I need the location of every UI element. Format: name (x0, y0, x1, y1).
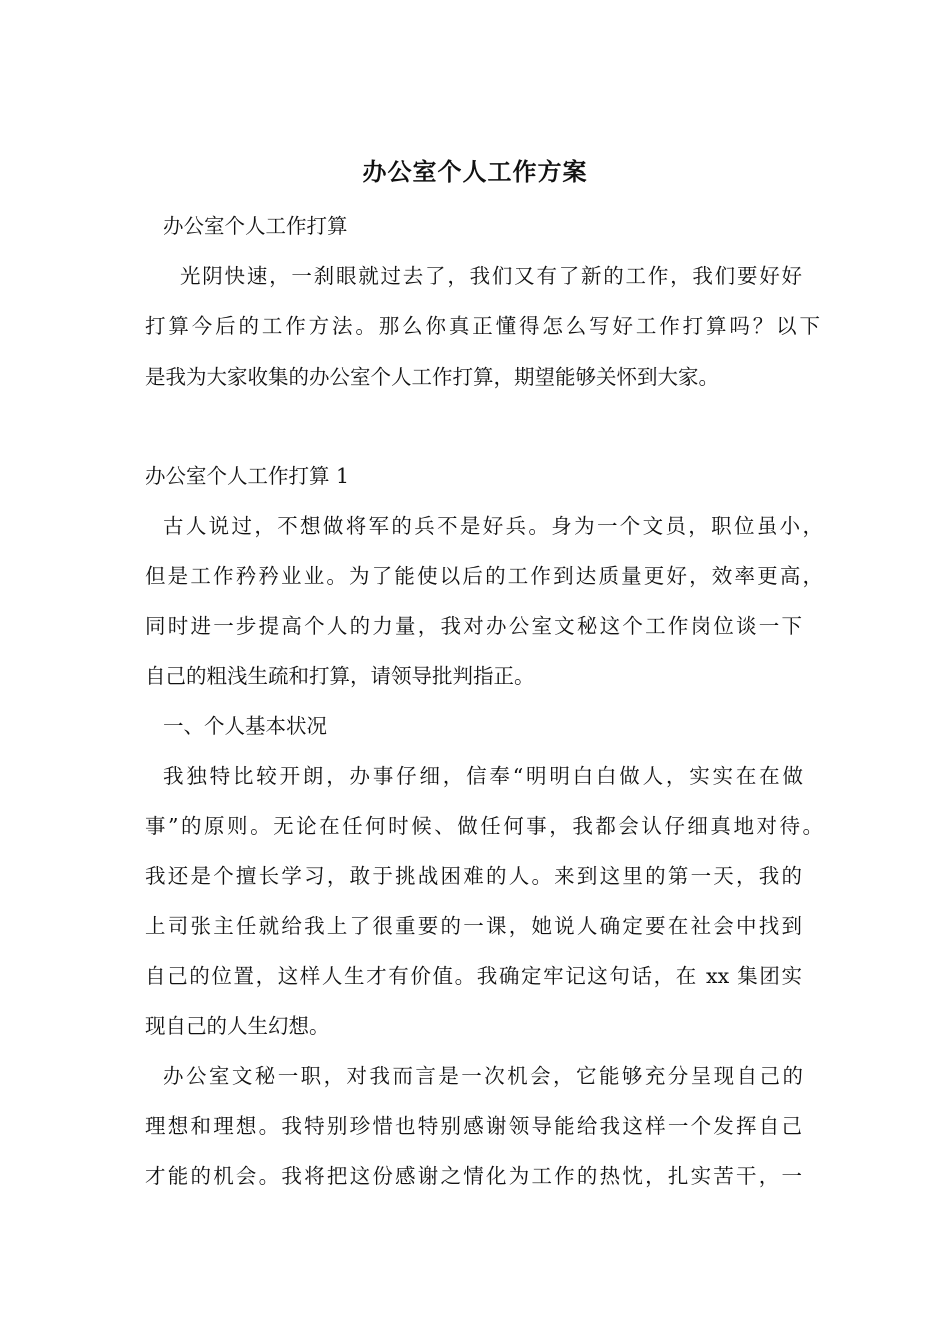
paragraph-line: 同时进一步提高个人的力量，我对办公室文秘这个工作岗位谈一下 (145, 614, 802, 638)
paragraph-line: 打算今后的工作方法。那么你真正懂得怎么写好工作打算吗？以下 (145, 314, 820, 338)
paragraph-line: 现自己的人生幻想。 (145, 1014, 330, 1038)
paragraph-line: 光阴快速，一刹眼就过去了，我们又有了新的工作，我们要好好 (180, 264, 802, 288)
paragraph-line: 自己的粗浅生疏和打算，请领导批判指正。 (145, 664, 535, 688)
section-heading: 办公室个人工作打算 1 (145, 464, 350, 488)
paragraph-line: 是我为大家收集的办公室个人工作打算，期望能够关怀到大家。 (145, 365, 719, 389)
paragraph-line: 上司张主任就给我上了很重要的一课，她说人确定要在社会中找到 (145, 914, 802, 938)
paragraph-line: 才能的机会。我将把这份感谢之情化为工作的热忱，扎实苦干，一 (145, 1164, 802, 1188)
document-title: 办公室个人工作方案 (362, 157, 588, 186)
paragraph-line: 我还是个擅长学习，敢于挑战困难的人。来到这里的第一天，我的 (145, 864, 802, 888)
paragraph-line: 自己的位置，这样人生才有价值。我确定牢记这句话，在 xx 集团实 (145, 964, 802, 988)
paragraph-line: 办公室文秘一职，对我而言是一次机会，它能够充分呈现自己的 (163, 1064, 803, 1088)
section-heading: 一、个人基本状况 (163, 714, 327, 738)
paragraph-line: 古人说过，不想做将军的兵不是好兵。身为一个文员，职位虽小， (163, 514, 823, 538)
paragraph-line: 但是工作矜矜业业。为了能使以后的工作到达质量更好，效率更高， (145, 564, 823, 588)
subtitle-line: 办公室个人工作打算 (163, 214, 348, 238)
paragraph-line: 事”的原则。无论在任何时候、做任何事，我都会认仔细真地对待。 (145, 814, 823, 838)
paragraph-line: 理想和理想。我特别珍惜也特别感谢领导能给我这样一个发挥自己 (145, 1114, 802, 1138)
paragraph-line: 我独特比较开朗，办事仔细，信奉“明明白白做人，实实在在做 (163, 764, 803, 788)
